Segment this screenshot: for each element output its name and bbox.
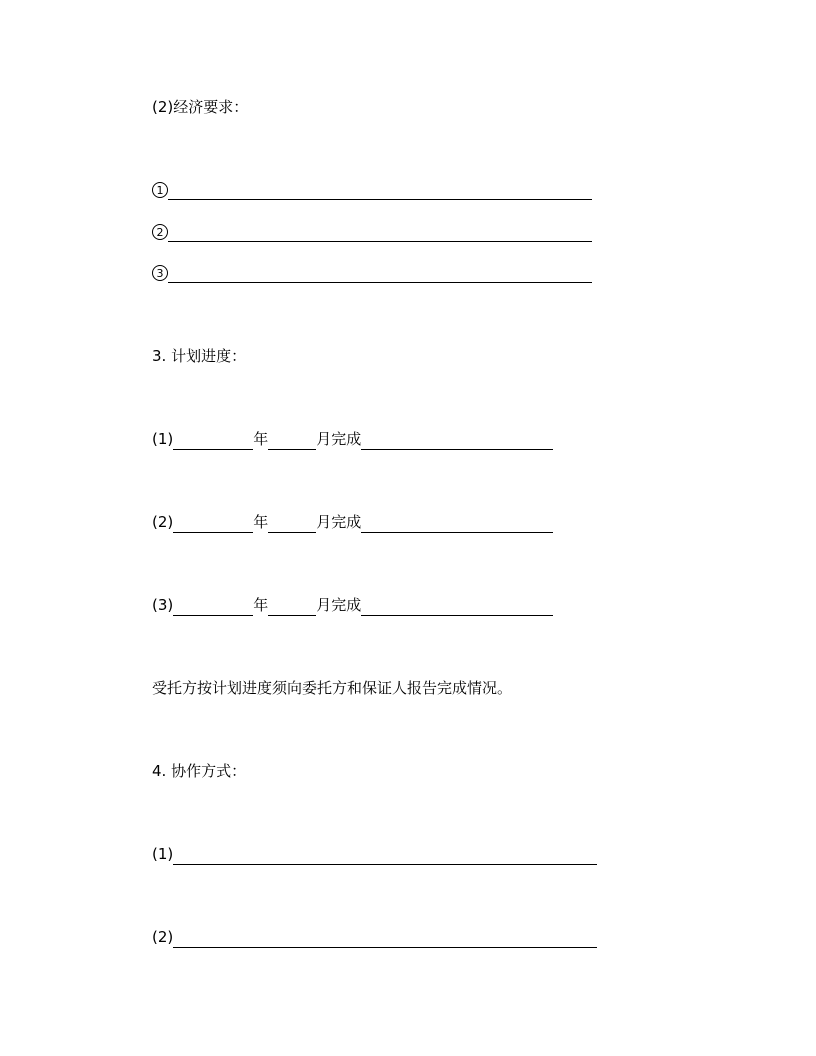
- row-label: (1): [152, 430, 174, 448]
- cooperation-heading: 4. 协作方式：: [152, 762, 247, 780]
- schedule-row-1: [152, 428, 553, 450]
- row-label: (3): [152, 596, 174, 614]
- economic-item-3: [152, 261, 592, 283]
- blank-line[interactable]: [168, 179, 592, 200]
- blank-line[interactable]: [173, 844, 597, 865]
- month-label: 月完成: [316, 596, 362, 614]
- month-blank[interactable]: [268, 429, 316, 450]
- row-label: (2): [152, 513, 174, 531]
- schedule-note: 受托方按计划进度须向委托方和保证人报告完成情况。: [152, 679, 513, 697]
- detail-blank[interactable]: [361, 595, 553, 616]
- circled-number: 2: [152, 224, 168, 240]
- year-blank[interactable]: [173, 595, 253, 616]
- month-blank[interactable]: [268, 595, 316, 616]
- blank-line[interactable]: [168, 221, 592, 242]
- year-blank[interactable]: [173, 429, 253, 450]
- row-label: (1): [152, 845, 174, 863]
- row-label: (2): [152, 928, 174, 946]
- month-label: 月完成: [316, 513, 362, 531]
- schedule-row-2: [152, 511, 553, 533]
- year-label: 年: [253, 430, 269, 448]
- economic-item-2: [152, 220, 592, 242]
- blank-line[interactable]: [168, 262, 592, 283]
- year-blank[interactable]: [173, 512, 253, 533]
- economic-heading: (2)经济要求：: [152, 98, 249, 116]
- month-label: 月完成: [316, 430, 362, 448]
- year-label: 年: [253, 596, 269, 614]
- schedule-heading: 3. 计划进度：: [152, 347, 247, 365]
- schedule-row-3: [152, 594, 553, 616]
- month-blank[interactable]: [268, 512, 316, 533]
- cooperation-item-1: [152, 843, 597, 865]
- blank-line[interactable]: [173, 927, 597, 948]
- detail-blank[interactable]: [361, 512, 553, 533]
- detail-blank[interactable]: [361, 429, 553, 450]
- circled-number: 1: [152, 182, 168, 198]
- cooperation-item-2: [152, 926, 597, 948]
- year-label: 年: [253, 513, 269, 531]
- circled-number: 3: [152, 265, 168, 281]
- economic-item-1: [152, 178, 592, 200]
